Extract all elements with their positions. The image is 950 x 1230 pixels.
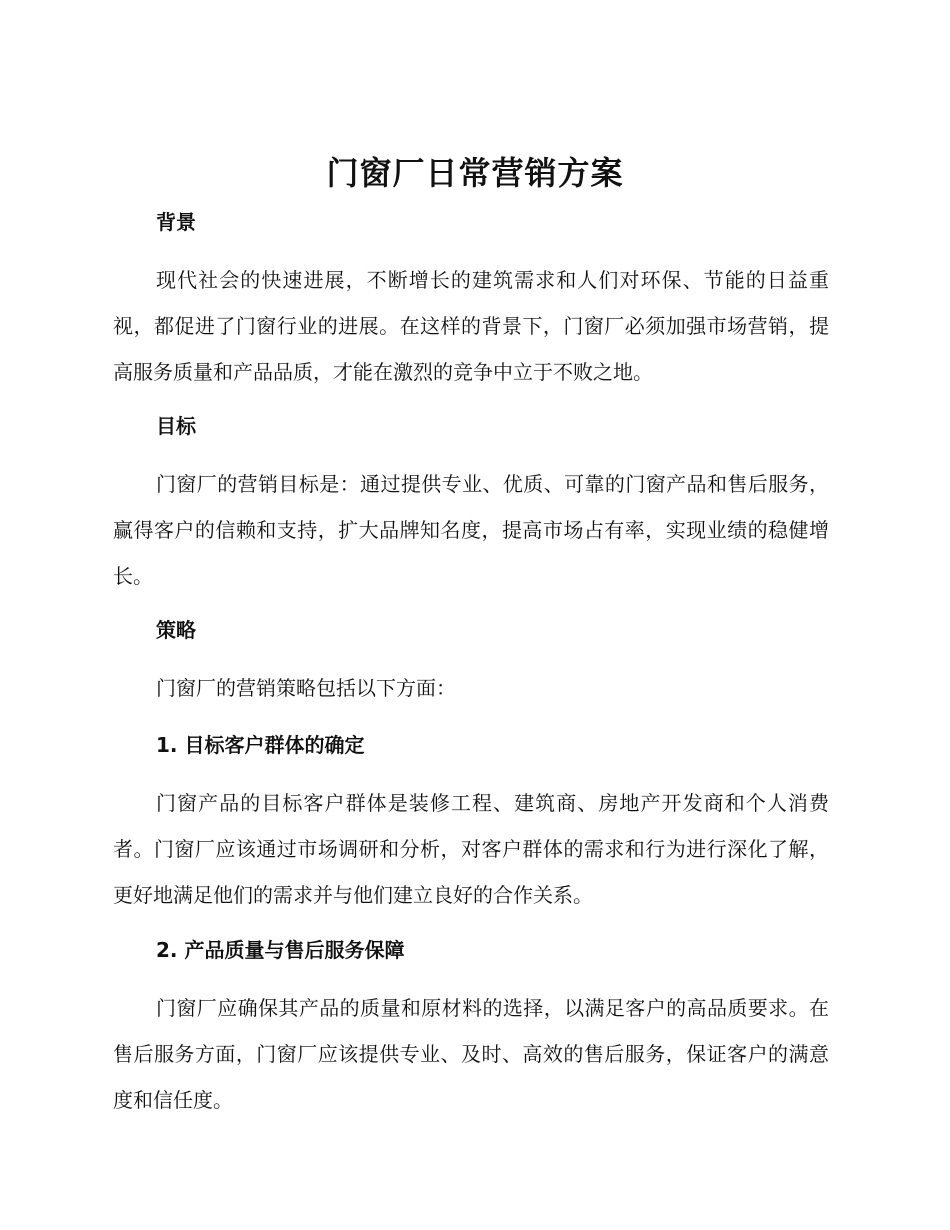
section-heading-goal: 目标 [156,414,196,438]
section-heading-background: 背景 [156,210,196,234]
section-heading-quality-service: 2. 产品质量与售后服务保障 [156,938,405,962]
section-paragraph-target-customers: 门窗产品的目标客户群体是装修工程、建筑商、房地产开发商和个人消费者。门窗厂应该通过市场调研和分析，对客户群体的需求和行为进行深化了解，更好地满足他们的需求并与他们建立良好的合作关系。 [113,791,829,907]
section-paragraph-goal: 门窗厂的营销目标是：通过提供专业、优质、可靠的门窗产品和售后服务，赢得客户的信赖和支持，扩大品牌知名度，提高市场占有率，实现业绩的稳健增长。 [113,472,829,588]
section-paragraph-quality-service: 门窗厂应确保其产品的质量和原材料的选择，以满足客户的高品质要求。在售后服务方面，门窗厂应该提供专业、及时、高效的售后服务，保证客户的满意度和信任度。 [113,996,829,1112]
section-heading-target-customers: 1. 目标客户群体的确定 [156,733,365,757]
section-paragraph-strategy: 门窗厂的营销策略包括以下方面： [156,676,456,700]
section-paragraph-background: 现代社会的快速进展，不断增长的建筑需求和人们对环保、节能的日益重视，都促进了门窗行业的进展。在这样的背景下，门窗厂必须加强市场营销，提高服务质量和产品品质，才能在激烈的竞争中立于不败之地。 [113,268,829,384]
section-heading-strategy: 策略 [156,618,196,642]
document-title: 门窗厂日常营销方案 [326,154,624,192]
